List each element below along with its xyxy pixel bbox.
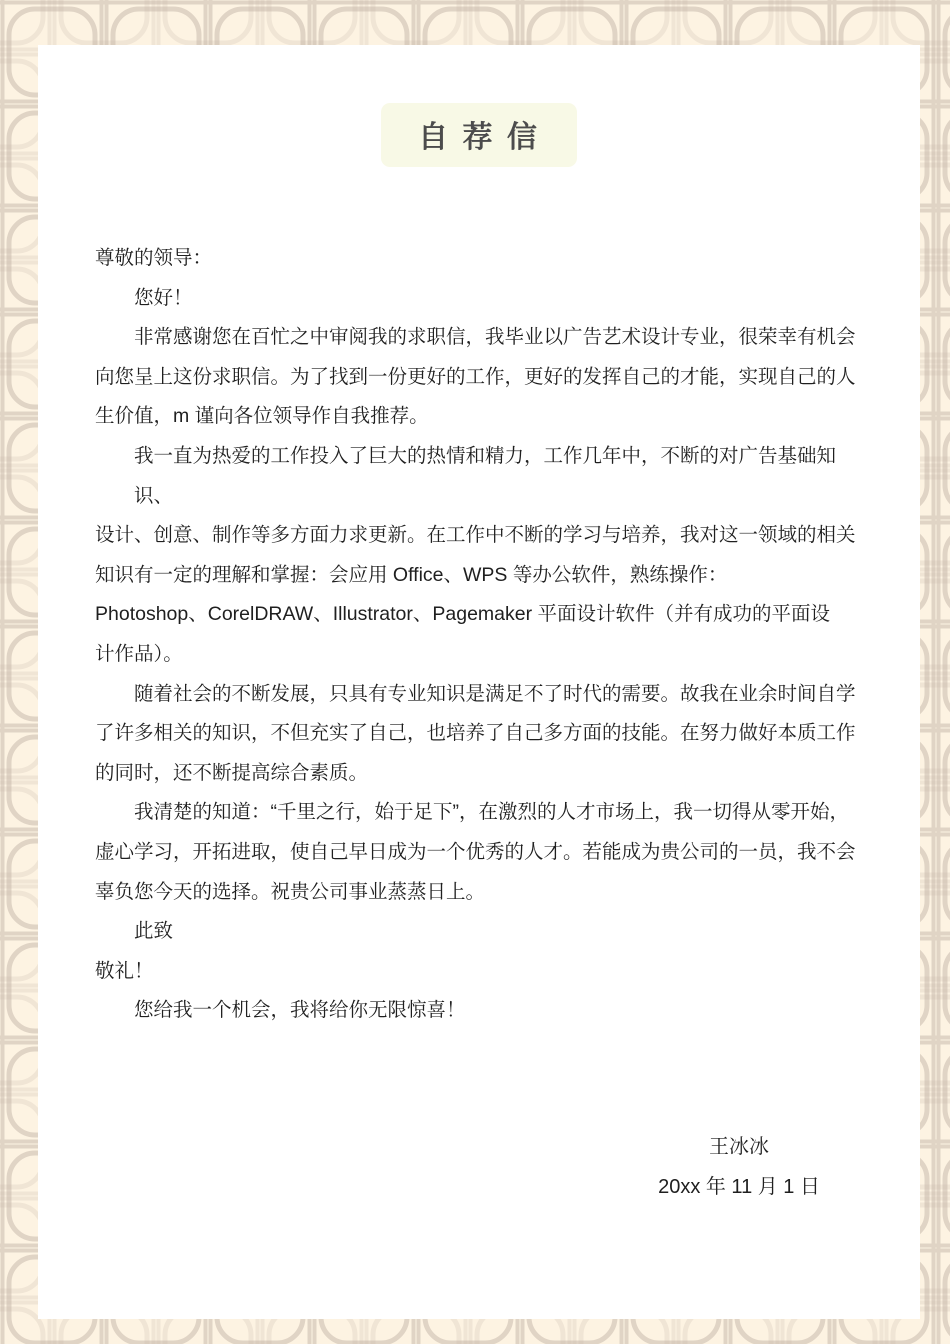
letter-line: 知识有一定的理解和掌握：会应用 Office、WPS 等办公软件，熟练操作： [95,563,728,586]
letter-line: 您好！ [134,286,193,309]
letter-title: 自 荐 信 [381,103,577,167]
letter-line: 虚心学习，开拓进取，使自己早日成为一个优秀的人才。若能成为贵公司的一员，我不会 [95,840,856,863]
letter-line: 生价值，m 谨向各位领导作自我推荐。 [95,405,429,428]
letter-line: 敬礼！ [95,959,154,982]
letter-line: 设计、创意、制作等多方面力求更新。在工作中不断的学习与培养，我对这一领域的相关 [95,524,856,547]
letter-line: 随着社会的不断发展，只具有专业知识是满足不了时代的需要。故我在业余时间自学 [134,682,856,705]
signature-date: 20xx 年 11 月 1 日 [658,1175,820,1198]
letter-line: Photoshop、CorelDRAW、Illustrator、Pagemaker 平面设计软件（并有成功的平面设 [95,603,831,626]
signature-block [658,1127,820,1207]
signature-name: 王冰冰 [709,1135,770,1158]
letter-line: 我一直为热爱的工作投入了巨大的热情和精力，工作几年中，不断的对广告基础知识、 [134,444,837,507]
letter-line: 计作品）。 [95,642,183,665]
letter-line: 辜负您今天的选择。祝贵公司事业蒸蒸日上。 [95,880,486,903]
letter-line: 的同时，还不断提高综合素质。 [95,761,369,784]
letter-body [38,239,920,1031]
letter-line: 此致 [134,920,174,943]
letter-page [38,45,920,1319]
letter-line: 向您呈上这份求职信。为了找到一份更好的工作，更好的发挥自己的才能，实现自己的人 [95,365,856,388]
letter-line: 了许多相关的知识，不但充实了自己，也培养了自己多方面的技能。在努力做好本质工作 [95,722,856,745]
letter-line: 尊敬的领导： [95,247,213,269]
letter-line: 非常感谢您在百忙之中审阅我的求职信，我毕业以广告艺术设计专业，很荣幸有机会 [134,326,856,349]
letter-line: 我清楚的知道：“千里之行，始于足下”，在激烈的人才市场上，我一切得从零开始， [134,801,849,824]
letter-line: 您给我一个机会，我将给你无限惊喜！ [134,999,466,1022]
